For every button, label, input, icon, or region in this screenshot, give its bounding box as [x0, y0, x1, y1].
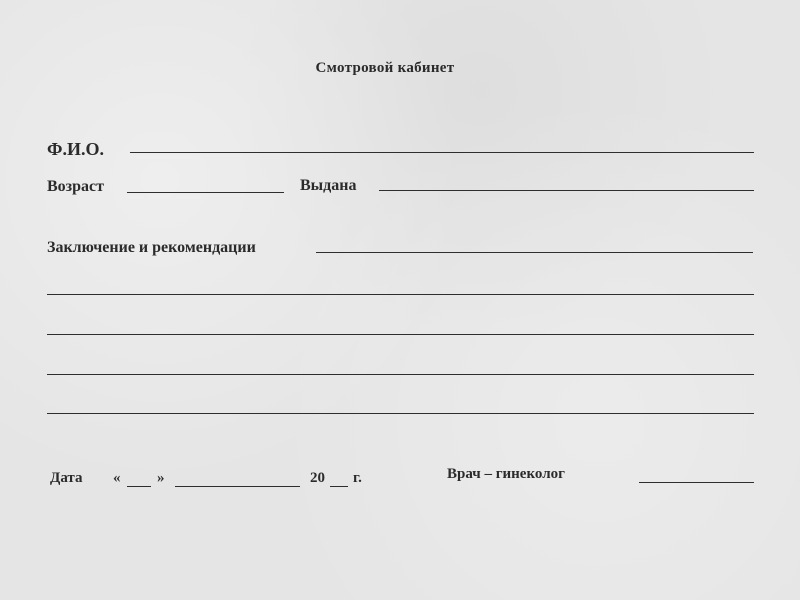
- date-quote-open: «: [113, 470, 121, 486]
- fio-line[interactable]: [130, 152, 754, 153]
- date-year-prefix: 20: [310, 470, 325, 486]
- date-quote-close: »: [157, 470, 165, 486]
- age-label: Возраст: [47, 178, 104, 195]
- age-line[interactable]: [127, 192, 284, 193]
- conclusion-line-5[interactable]: [47, 413, 754, 414]
- conclusion-line-2[interactable]: [47, 294, 754, 295]
- date-year-line[interactable]: [330, 486, 348, 487]
- form-title: Смотровой кабинет: [315, 60, 455, 76]
- issued-line[interactable]: [379, 190, 754, 191]
- conclusion-label: Заключение и рекомендации: [47, 239, 256, 256]
- date-day-line[interactable]: [127, 486, 151, 487]
- fio-label: Ф.И.О.: [47, 139, 104, 159]
- doctor-signature-line[interactable]: [639, 482, 754, 483]
- date-year-suffix: г.: [353, 470, 362, 486]
- conclusion-line-1[interactable]: [316, 252, 753, 253]
- conclusion-line-3[interactable]: [47, 334, 754, 335]
- issued-label: Выдана: [300, 177, 357, 194]
- date-label: Дата: [50, 470, 83, 486]
- conclusion-line-4[interactable]: [47, 374, 754, 375]
- doctor-label: Врач – гинеколог: [447, 466, 565, 482]
- date-month-line[interactable]: [175, 486, 300, 487]
